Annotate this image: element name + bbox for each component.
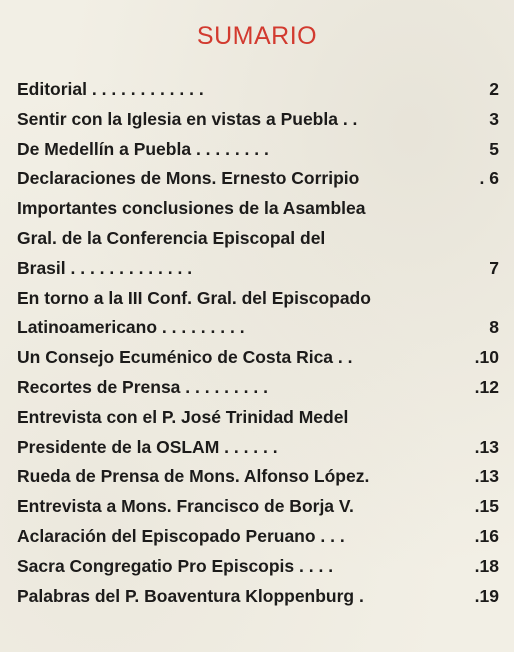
toc-entry [17, 224, 499, 254]
toc-entry [17, 343, 499, 373]
toc-entry-page: . 6 [479, 168, 499, 189]
toc-entry-title: Aclaración del Episcopado Peruano . . . [17, 525, 345, 546]
toc-entry-title: Rueda de Prensa de Mons. Alfonso López. [17, 466, 370, 487]
toc-entry-title: Un Consejo Ecuménico de Costa Rica . . [17, 347, 353, 368]
toc-entry-title: Palabras del P. Boaventura Kloppenburg . [17, 585, 364, 606]
toc-entry [17, 284, 499, 314]
toc-entry [17, 462, 499, 492]
toc-entry [17, 552, 499, 582]
toc-entry-title: Entrevista con el P. José Trinidad Medel [17, 406, 349, 427]
toc-entry-title: En torno a la III Conf. Gral. del Episcopado [17, 287, 371, 308]
toc-entry-title: Entrevista a Mons. Francisco de Borja V. [17, 496, 354, 517]
toc-entry-page: 8 [489, 317, 499, 338]
toc-entry-page: 5 [489, 138, 499, 159]
toc-entry-page: 2 [489, 79, 499, 99]
toc-entry [17, 433, 499, 463]
toc-entry-page: .18 [474, 555, 499, 576]
toc-entry-page: .19 [474, 585, 499, 606]
toc-entry-page: .12 [474, 376, 499, 397]
toc-entry [17, 105, 499, 135]
toc-entry [17, 373, 499, 403]
toc-entry [17, 164, 499, 194]
toc-entry-page: .13 [474, 466, 499, 487]
toc-entry [17, 313, 499, 343]
toc-entry-title: Declaraciones de Mons. Ernesto Corripio [17, 168, 360, 189]
toc-entry-title: De Medellín a Puebla . . . . . . . . [17, 138, 269, 159]
table-of-contents [17, 75, 499, 611]
toc-entry [17, 582, 499, 612]
toc-entry [17, 194, 499, 224]
toc-entry [17, 254, 499, 284]
toc-entry-title: Editorial . . . . . . . . . . . . [17, 79, 204, 99]
toc-entry-title: Gral. de la Conferencia Episcopal del [17, 227, 326, 248]
toc-entry-title: Recortes de Prensa . . . . . . . . . [17, 376, 268, 397]
toc-entry-page: 7 [489, 257, 499, 278]
toc-entry-page: .16 [474, 525, 499, 546]
toc-entry [17, 492, 499, 522]
toc-entry-title: Sacra Congregatio Pro Episcopis . . . . [17, 555, 334, 576]
toc-entry-title: Sentir con la Iglesia en vistas a Puebla . . [17, 108, 358, 129]
toc-entry-page: 3 [489, 108, 499, 129]
toc-entry [17, 522, 499, 552]
toc-entry [17, 75, 499, 105]
toc-entry-title: Presidente de la OSLAM . . . . . . [17, 436, 278, 457]
toc-entry [17, 135, 499, 165]
toc-entry-page: .15 [474, 496, 499, 517]
toc-entry-title: Latinoamericano . . . . . . . . . [17, 317, 245, 338]
toc-entry-page: .10 [474, 347, 499, 368]
toc-entry [17, 403, 499, 433]
toc-entry-page: .13 [474, 436, 499, 457]
toc-entry-title: Brasil . . . . . . . . . . . . . [17, 257, 193, 278]
toc-entry-title: Importantes conclusiones de la Asamblea [17, 198, 366, 219]
page-title: SUMARIO [196, 22, 318, 50]
